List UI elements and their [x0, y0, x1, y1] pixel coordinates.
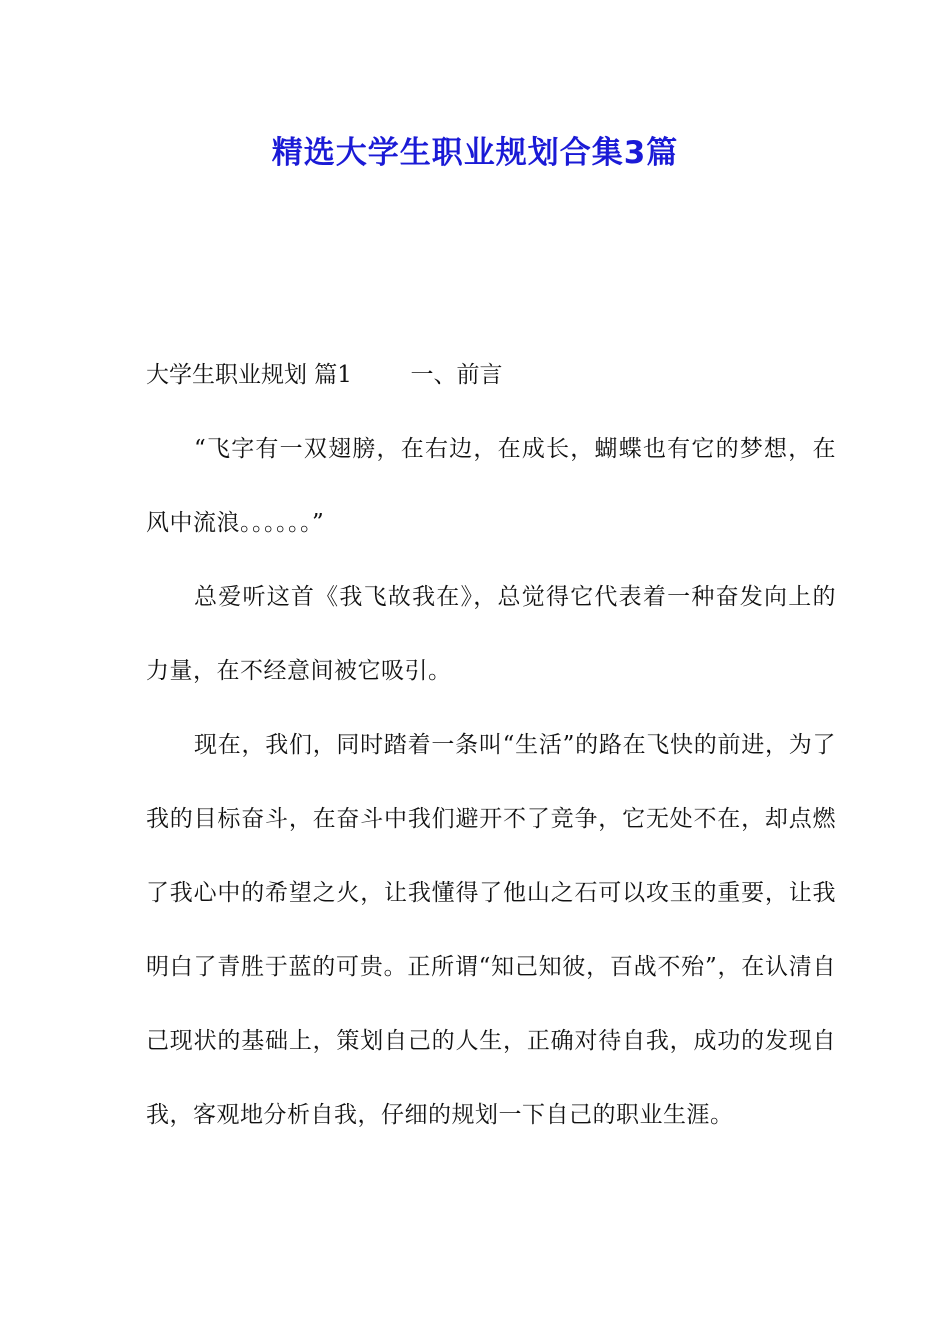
paragraph-quote: “飞字有一双翅膀，在右边，在成长，蝴蝶也有它的梦想，在风中流浪。。。。。。” — [146, 436, 836, 536]
document-title: 精选大学生职业规划合集3篇 — [271, 135, 679, 171]
section-subheading: 一、前言 — [410, 362, 503, 388]
document-body — [146, 338, 836, 1152]
section-heading — [146, 338, 836, 412]
paragraph-song: 总爱听这首《我飞故我在》，总觉得它代表着一种奋发向上的力量，在不经意间被它吸引。 — [146, 584, 836, 684]
heading-gap — [352, 362, 411, 388]
paragraph-career-plan: 现在，我们，同时踏着一条叫“生活”的路在飞快的前进，为了我的目标奋斗，在奋斗中我们避开不了竞争，它无处不在，却点燃了我心中的希望之火，让我懂得了他山之石可以攻玉的重要，让我明白了青胜于蓝的可贵。正所谓“知己知彼，百战不殆”，在认清自己现状的基础上，策划自己的人生，正确对待自我，成功的发现自我，客观地分析自我，仔细的规划一下自己的职业生涯。 — [146, 732, 836, 1128]
section-part-label: 大学生职业规划 篇1 — [146, 362, 352, 388]
